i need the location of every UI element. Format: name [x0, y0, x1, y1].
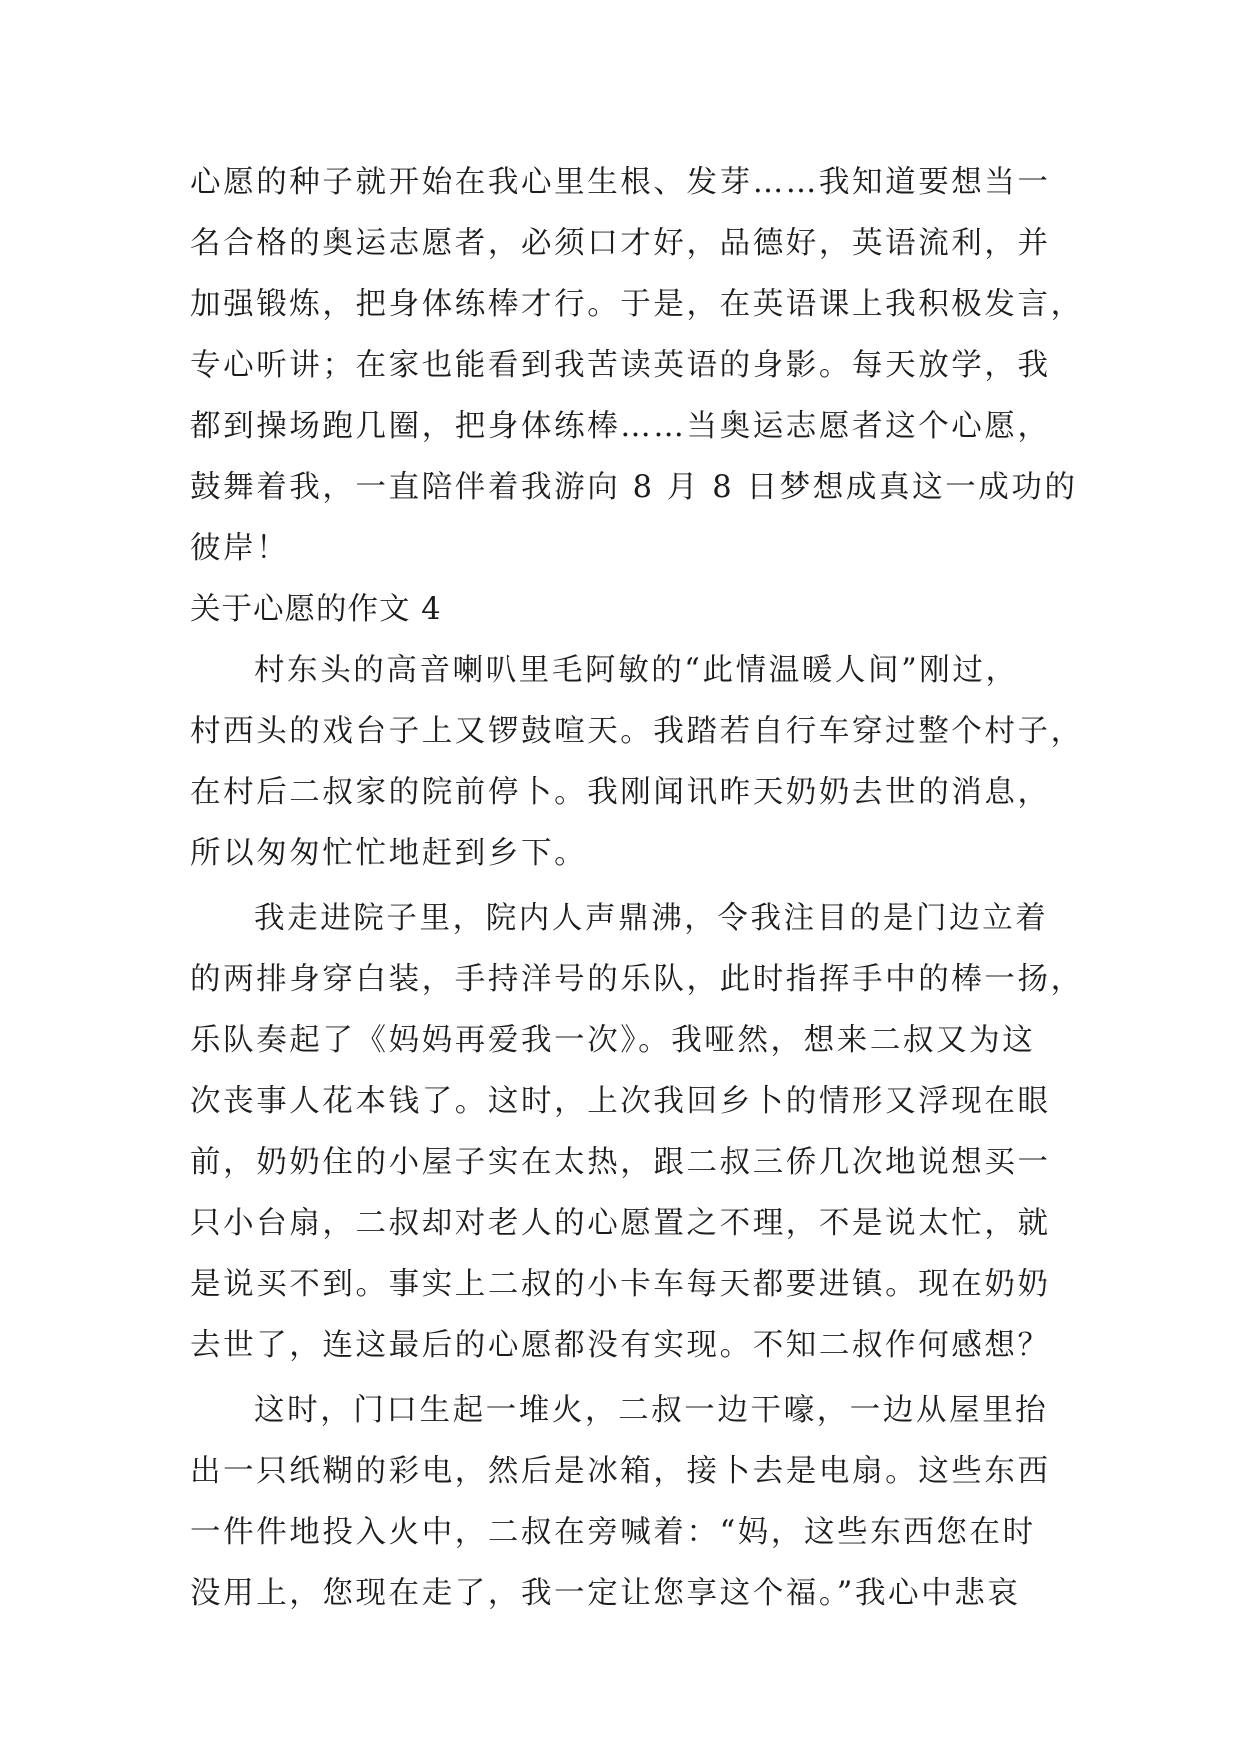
paragraph-4 — [190, 1380, 1060, 1624]
text-line: 这时，门口生起一堆火，二叔一边干嚎，一边从屋里抬 — [254, 1393, 1049, 1428]
text-line: 名合格的奥运志愿者，必须口才好，品德好，英语流利，并 — [190, 226, 1051, 261]
text-line: 没用上，您现在走了，我一定让您享这个福。”我心中悲哀 — [190, 1576, 1021, 1611]
text-line: 的两排身穿白装，手持洋号的乐队，此时指挥手中的棒一扬， — [190, 962, 1084, 997]
paragraph-2 — [190, 640, 1084, 884]
text-line: 前，奶奶住的小屋子实在太热，跟二叔三侨几次地说想买一 — [190, 1145, 1051, 1180]
text-line: 村东头的高音喇叭里毛阿敏的“此情温暖人间”刚过， — [254, 653, 1019, 688]
text-line: 专心听讲；在家也能看到我苦读英语的身影。每天放学，我 — [190, 348, 1051, 383]
paragraph-3 — [190, 888, 1084, 1376]
text-line: 加强锻炼，把身体练棒才行。于是，在英语课上我积极发言， — [190, 287, 1084, 322]
text-line: 乐队奏起了《妈妈再爱我一次》。我哑然，想来二叔又为这 — [190, 1023, 1036, 1058]
text-line: 所以匆匆忙忙地赶到乡下。 — [190, 836, 588, 871]
text-line: 一件件地投入火中，二叔在旁喊着：“妈，这些东西您在时 — [190, 1515, 1036, 1550]
text-line: 去世了，连这最后的心愿都没有实现。不知二叔作何感想？ — [190, 1328, 1051, 1363]
text-line: 是说买不到。事实上二叔的小卡车每天都要进镇。现在奶奶 — [190, 1267, 1051, 1302]
text-line: 次丧事人花本钱了。这时，上次我回乡卜的情形又浮现在眼 — [190, 1084, 1051, 1119]
text-line: 只小台扇，二叔却对老人的心愿置之不理，不是说太忙，就 — [190, 1206, 1051, 1241]
text-line: 在村后二叔家的院前停卜。我刚闻讯昨天奶奶去世的消息， — [190, 775, 1051, 810]
text-line: 鼓舞着我，一直陪伴着我游向 8 月 8 日梦想成真这一成功的 — [190, 470, 1078, 505]
section-title: 关于心愿的作文 4 — [190, 592, 442, 627]
text-line: 出一只纸糊的彩电，然后是冰箱，接卜去是电扇。这些东西 — [190, 1454, 1051, 1489]
text-line: 心愿的种子就开始在我心里生根、发芽……我知道要想当一 — [190, 165, 1051, 200]
essay-body — [190, 152, 1084, 1624]
paragraph-1 — [190, 152, 1084, 579]
text-line: 村西头的戏台子上又锣鼓喧天。我踏若自行车穿过整个村子， — [190, 714, 1084, 749]
text-line: 我走进院子里，院内人声鼎沸，令我注目的是门边立着 — [254, 901, 1049, 936]
text-line: 彼岸！ — [190, 531, 290, 566]
text-line: 都到操场跑几圈，把身体练棒……当奥运志愿者这个心愿， — [190, 409, 1051, 444]
